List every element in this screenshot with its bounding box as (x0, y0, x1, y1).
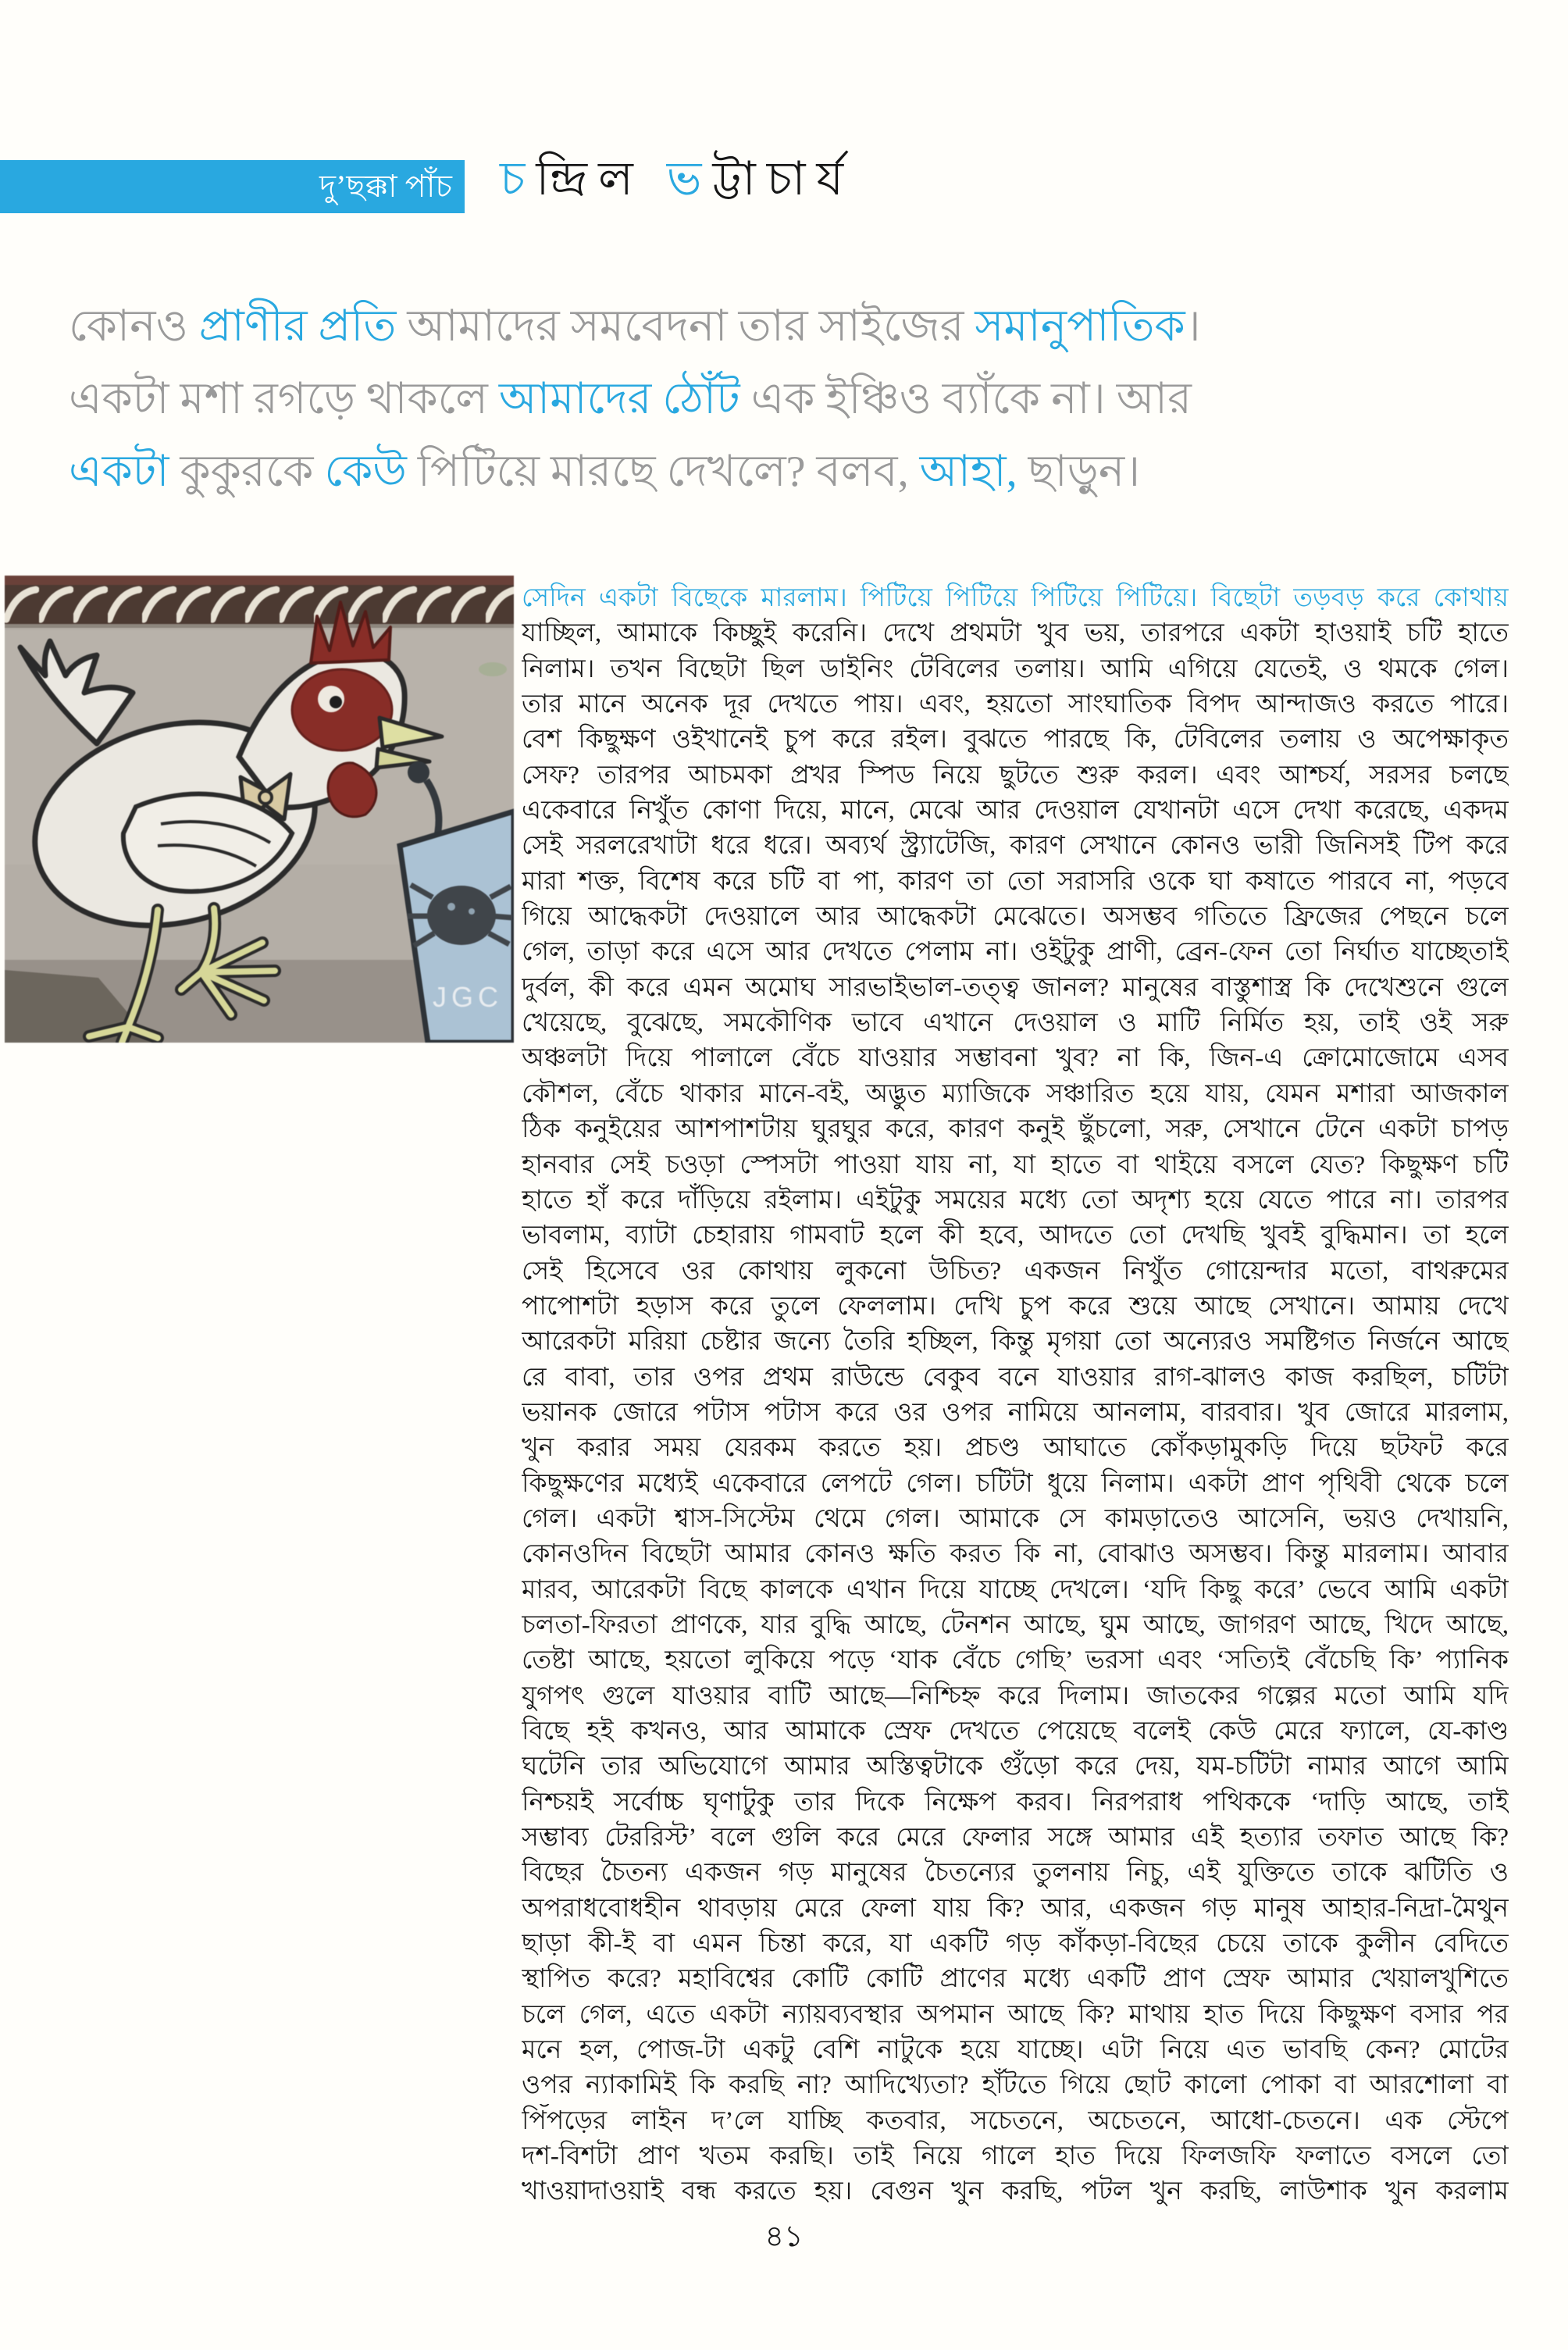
body-line: কোনওদিন বিছেটা আমার কোনও ক্ষতি করত কি না, বোঝাও অসম্ভব। কিন্তু মারলাম। আবার (522, 1540, 1509, 1569)
body-line: অপরাধবোধহীন থাবড়ায় মেরে ফেলা যায় কি? আর, একজন গড় মানুষ আহার-নিদ্রা-মৈথুন (522, 1894, 1509, 1923)
page-number: ৪১ (764, 2220, 804, 2253)
body-line: বিছে হই কখনও, আর আমাকে স্রেফ দেখতে পেয়েছে বলেই কেউ মেরে ফ্যালে, যে-কাণ্ড (522, 1717, 1509, 1746)
body-line: একেবারে নিখুঁত কোণা দিয়ে, মানে, মেঝে আর দেওয়াল যেখানটা এসে দেখা করেছে, একদম (522, 797, 1509, 826)
headline-segment: সমানুপাতিক (975, 302, 1185, 351)
rooster-photo (5, 576, 514, 1043)
body-line: গেল, তাড়া করে এসে আর দেখতে পেলাম না। ওইটুকু প্রাণী, ব্রেন-ফেন তো নির্ঘাত যাচ্ছেতাই (522, 938, 1509, 967)
headline-segment: প্রাণীর প্রতি (198, 302, 397, 351)
body-line: সেই সরলরেখাটা ধরে ধরে। অব্যর্থ স্ট্র্যাটেজি, কারণ সেখানে কোনও ভারী জিনিসই টিপ করে (522, 832, 1509, 861)
body-line: ঘটেনি তার অভিযোগে আমার অস্তিত্বটাকে গুঁড়ো করে দেয়, যম-চটিটা নামার আগে আমি (522, 1753, 1509, 1781)
author-name-part: চ (500, 153, 536, 205)
rooster-painting-illustration (5, 576, 514, 1043)
body-line: ওপর ন্যাকামিই কি করছি না? আদিখ্যেতা? হাঁটতে গিয়ে ছোট কালো পোকা বা আরশোলা বা (522, 2071, 1509, 2100)
headline-segment: আমাদের ঠোঁট (498, 375, 740, 423)
headline-segment: ছাড়ুন। (1017, 448, 1141, 496)
rooster-face (292, 669, 392, 751)
article-body (522, 581, 1509, 2210)
headline-segment: । (1185, 302, 1201, 351)
microphone-knob (408, 761, 429, 783)
body-line: তেষ্টা আছে, হয়তো লুকিয়ে পড়ে ‘যাক বেঁচে গেছি’ ভরসা এবং ‘সত্যিই বেঁচেছি কি’ প্যানিক (522, 1646, 1509, 1675)
body-line: খাওয়াদাওয়াই বন্ধ করতে হয়। বেগুন খুন করছি, পটল খুন করছি, লাউশাক খুন করলাম (522, 2177, 1509, 2206)
body-line: চলতা-ফিরতা প্রাণকে, যার বুদ্ধি আছে, টেনশন আছে, ঘুম আছে, জাগরণ আছে, খিদে আছে, (522, 1610, 1509, 1639)
headline-segment: পিটিয়ে মারছে দেখলে? বলব, (406, 448, 920, 496)
body-line: ভয়ানক জোরে পটাস পটাস করে ওর ওপর নামিয়ে আনলাম, বারবার। খুব জোরে মারলাম, (522, 1398, 1509, 1427)
body-line: চলে গেল, এতে একটা ন্যায়ব্যবস্থার অপমান আছে কি? মাথায় হাত দিয়ে কিছুক্ষণ বসার পর (522, 2000, 1509, 2029)
body-line: যাচ্ছিল, আমাকে কিচ্ছুই করেনি। দেখে প্রথমটা খুব ভয়, তারপরে একটা হাওয়াই চটি হাতে (522, 619, 1509, 648)
headline-segment: এক ইঞ্চিও ব্যাঁকে না। আর (739, 375, 1192, 423)
body-line: কৌশল, বেঁচে থাকার মানে-বই, অদ্ভুত ম্যাজিকে সঞ্চারিত হয়ে যায়, যেমন মশারা আজকাল (522, 1079, 1509, 1108)
body-line: হানবার সেই চওড়া স্পেসটা পাওয়া যায় না, যা হাতে বা থাইয়ে বসলে যেত? কিছুক্ষণ চটি (522, 1150, 1509, 1179)
headline (69, 291, 1512, 508)
body-line: অঞ্চলটা দিয়ে পালালে বেঁচে যাওয়ার সম্ভাবনা খুব? না কি, জিন-এ ক্রোমোজোমে এসব (522, 1044, 1509, 1073)
sign-emblem (427, 886, 496, 945)
body-line: হাতে হাঁ করে দাঁড়িয়ে রইলাম। এইটুকু সময়ের মধ্যে তো অদৃশ্য হয়ে যেতে পারে না। তারপর (522, 1186, 1509, 1214)
roof-strip (5, 576, 514, 585)
body-line: ভাবলাম, ব্যাটা চেহারায় গামবাট হলে কী হবে, আদতে তো দেখছি খুবই বুদ্ধিমান। তা হলে (522, 1221, 1509, 1250)
author-name (500, 153, 1359, 205)
headline-segment: আহা, (919, 448, 1017, 496)
body-line: দশ-বিশটা প্রাণ খতম করছি। তাই নিয়ে গালে হাত দিয়ে ফিলজফি ফলাতে বসলে তো (522, 2142, 1509, 2171)
body-line: কিছুক্ষণের মধ্যেই একেবারে লেপটে গেল। চটিটা ধুয়ে নিলাম। একটা প্রাণ পৃথিবী থেকে চলে (522, 1469, 1509, 1498)
column-label: দু’ছক্কা পাঁচ (319, 169, 452, 204)
headline-segment: কুকুরকে (169, 448, 325, 496)
author-name-part: ট্টাচার্য (712, 153, 855, 205)
body-line: তার মানে অনেক দূর দেখতে পায়। এবং, হয়তো সাংঘাতিক বিপদ আন্দাজও করতে পারে। (522, 690, 1509, 719)
rope-border (5, 585, 514, 624)
body-line: রে বাবা, তার ওপর প্রথম রাউন্ডে বেকুব বনে যাওয়ার রাগ-ঝালও কাজ করছিল, চটিটা (522, 1363, 1509, 1392)
headline-segment: কোনও (69, 302, 199, 351)
body-line: নিশ্চয়ই সর্বোচ্চ ঘৃণাটুকু তার দিকে নিক্ষেপ করব। নিরপরাধ পথিককে ‘দাড়ি আছে, তাই (522, 1788, 1509, 1817)
body-line: বিছের চৈতন্য একজন গড় মানুষের চৈতন্যের তুলনায় নিচু, এই যুক্তিতে তাকে ঝটিতি ও (522, 1859, 1509, 1888)
body-line: সেফ? তারপর আচমকা প্রখর স্পিড নিয়ে ছুটতে শুরু করল। এবং আশ্চর্য, সরসর চলছে (522, 761, 1509, 790)
author-name-part: ভ (666, 153, 713, 205)
author-name-part: ন্দ্রিল (536, 153, 667, 205)
body-line: খেয়েছে, বুঝেছে, সমকৌণিক ভাবে এখানে দেওয়াল ও মাটি নির্মিত হয়, তাই ওই সরু (522, 1009, 1509, 1038)
headline-segment: আমাদের সমবেদনা তার সাইজের (396, 302, 975, 351)
body-line: সেই হিসেবে ওর কোথায় লুকনো উচিত? একজন নিখুঁত গোয়েন্দার মতো, বাথরুমের (522, 1257, 1509, 1286)
body-line: নিলাম। তখন বিছেটা ছিল ডাইনিং টেবিলের তলায়। আমি এগিয়ে যেতেই, ও থমকে গেল। (522, 654, 1509, 683)
body-line: বেশ কিছুক্ষণ ওইখানেই চুপ করে রইল। বুঝতে পারছে কি, টেবিলের তলায় ও অপেক্ষাকৃত (522, 726, 1509, 754)
headline-segment: একটা মশা রগড়ে থাকলে (69, 375, 499, 423)
headline-line (69, 363, 1512, 436)
body-line: যুগপৎ গুলে যাওয়ার বাটি আছে—নিশ্চিহ্ন করে দিলাম। জাতকের গল্পের মতো আমি যদি (522, 1681, 1509, 1710)
body-line: গিয়ে আদ্ধেকটা দেওয়ালে আর আদ্ধেকটা মেঝেতে। অসম্ভব গতিতে ফ্রিজের পেছনে চলে (522, 903, 1509, 932)
body-line: পিঁপড়ের লাইন দ’লে যাচ্ছি কতবার, সচেতনে, অচেতনে, আধো-চেতনে। এক স্টেপে (522, 2106, 1509, 2135)
body-line: পাপোশটা হড়াস করে তুলে ফেললাম। দেখি চুপ করে শুয়ে আছে সেখানে। আমায় দেখে (522, 1292, 1509, 1321)
body-line: গেল। একটা শ্বাস-সিস্টেম থেমে গেল। আমাকে সে কামড়াতেও আসেনি, ভয়ও দেখায়নি, (522, 1504, 1509, 1533)
body-line: মারা শক্ত, বিশেষ করে চটি বা পা, কারণ তা তো সরাসরি ওকে ঘা কষাতে পারবে না, পড়বে (522, 867, 1509, 896)
body-line: সেদিন একটা বিছেকে মারলাম। পিটিয়ে পিটিয়ে পিটিয়ে পিটিয়ে। বিছেটা তড়বড় করে কোথায় (522, 584, 1509, 612)
body-line: ঠিক কনুইয়ের আশপাশটায় ঘুরঘুর করে, কারণ কনুই ছুঁচলো, সরু, সেখানে টেনে একটা চাপড় (522, 1115, 1509, 1144)
headline-line (69, 436, 1512, 508)
body-line: মনে হল, পোজ-টা একটু বেশি নাটুকে হয়ে যাচ্ছে। এটা নিয়ে এত ভাবছি কেন? মোটের (522, 2036, 1509, 2065)
body-line: স্থাপিত করে? মহাবিশ্বের কোটি কোটি প্রাণের মধ্যে একটি প্রাণ স্রেফ আমার খেয়ালখুশিতে (522, 1965, 1509, 1994)
body-line: আরেকটা মরিয়া চেষ্টার জন্যে তৈরি হচ্ছিল, কিন্তু মৃগয়া তো অন্যেরও সমষ্টিগত নির্জনে আছে (522, 1328, 1509, 1357)
body-line: মারব, আরেকটা বিছে কালকে এখান দিয়ে যাচ্ছে দেখলে। ‘যদি কিছু করে’ ভেবে আমি একটা (522, 1575, 1509, 1604)
body-line: দুর্বল, কী করে এমন অমোঘ সারভাইভাল-তত্ত্ব জানল? মানুষের বাস্তুশাস্ত্র কি দেখেশুনে গুলে (522, 973, 1509, 1002)
headline-segment: কেউ (324, 448, 407, 496)
body-line: সম্ভাব্য টেররিস্ট’ বলে গুলি করে মেরে ফেলার সঙ্গে আমার এই হত্যার তফাত আছে কি? (522, 1824, 1509, 1853)
headline-line (69, 291, 1512, 363)
headline-segment: একটা (69, 448, 169, 496)
sign-text: JGC (433, 981, 503, 1013)
column-banner (0, 160, 465, 213)
body-line: ছাড়া কী-ই বা এমন চিন্তা করে, যা একটি গড় কাঁকড়া-বিছের চেয়ে তাকে কুলীন বেদিতে (522, 1930, 1509, 1959)
body-line: খুন করার সময় যেরকম করতে হয়। প্রচণ্ড আঘাতে কোঁকড়ামুকড়ি দিয়ে ছটফট করে (522, 1434, 1509, 1463)
